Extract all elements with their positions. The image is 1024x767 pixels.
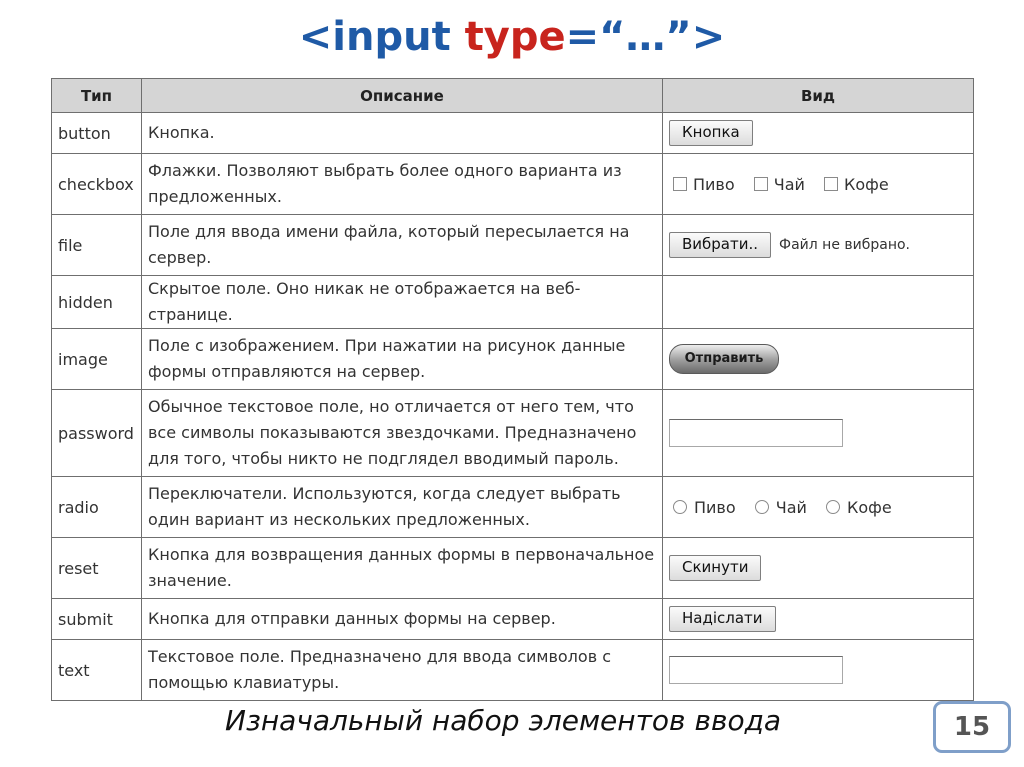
type-cell: file bbox=[52, 215, 142, 276]
type-cell: button bbox=[52, 113, 142, 154]
slide-title bbox=[0, 14, 1024, 60]
view-cell bbox=[663, 113, 974, 154]
radio-tea[interactable] bbox=[755, 500, 769, 514]
type-cell: hidden bbox=[52, 276, 142, 329]
table-row-image bbox=[52, 329, 974, 390]
table-row-reset bbox=[52, 538, 974, 599]
table-row-checkbox bbox=[52, 154, 974, 215]
description-cell: Текстовое поле. Предназначено для ввода символов с помощью клавиатуры. bbox=[142, 640, 663, 701]
view-cell bbox=[663, 276, 974, 329]
description-cell: Переключатели. Используются, когда следует выбрать один вариант из нескольких предложенных. bbox=[142, 477, 663, 538]
page-number: 15 bbox=[933, 701, 1011, 753]
radio-label: Чай bbox=[775, 497, 807, 517]
checkbox-coffee[interactable] bbox=[824, 177, 838, 191]
type-cell: submit bbox=[52, 599, 142, 640]
table-row-password bbox=[52, 390, 974, 477]
table-row-file bbox=[52, 215, 974, 276]
submit-button[interactable]: Надіслати bbox=[669, 606, 776, 632]
header-description: Описание bbox=[142, 79, 663, 113]
header-row bbox=[52, 79, 974, 113]
input-types-table bbox=[51, 78, 974, 701]
view-cell bbox=[663, 477, 974, 538]
radio-beer[interactable] bbox=[673, 500, 687, 514]
description-cell: Кнопка для отправки данных формы на сервер. bbox=[142, 599, 663, 640]
demo-button[interactable]: Кнопка bbox=[669, 120, 753, 146]
view-cell bbox=[663, 154, 974, 215]
title-value: =“…”> bbox=[565, 14, 726, 60]
reset-button[interactable]: Скинути bbox=[669, 555, 761, 581]
checkbox-label: Кофе bbox=[844, 174, 889, 194]
checkbox-tea[interactable] bbox=[754, 177, 768, 191]
table-row-text bbox=[52, 640, 974, 701]
file-status: Файл не вибрано. bbox=[779, 237, 910, 253]
type-cell: radio bbox=[52, 477, 142, 538]
title-attr: type bbox=[464, 14, 566, 60]
description-cell: Скрытое поле. Оно никак не отображается на веб-странице. bbox=[142, 276, 663, 329]
checkbox-label: Чай bbox=[773, 174, 805, 194]
type-cell: reset bbox=[52, 538, 142, 599]
view-cell bbox=[663, 215, 974, 276]
description-cell: Поле с изображением. При нажатии на рисунок данные формы отправляются на сервер. bbox=[142, 329, 663, 390]
table-row-radio bbox=[52, 477, 974, 538]
table-row-button bbox=[52, 113, 974, 154]
description-cell: Флажки. Позволяют выбрать более одного варианта из предложенных. bbox=[142, 154, 663, 215]
view-cell bbox=[663, 599, 974, 640]
table-row-submit bbox=[52, 599, 974, 640]
view-cell bbox=[663, 329, 974, 390]
file-choose-button[interactable]: Вибрати.. bbox=[669, 232, 771, 258]
type-cell: password bbox=[52, 390, 142, 477]
description-cell: Кнопка. bbox=[142, 113, 663, 154]
image-submit-button[interactable]: Отправить bbox=[669, 344, 779, 374]
view-cell bbox=[663, 390, 974, 477]
description-cell: Обычное текстовое поле, но отличается от него тем, что все символы показываются звездочками. Предназначено для того, чтобы никто не подглядел вводимый пароль. bbox=[142, 390, 663, 477]
description-cell: Кнопка для возвращения данных формы в первоначальное значение. bbox=[142, 538, 663, 599]
type-cell: text bbox=[52, 640, 142, 701]
view-cell bbox=[663, 640, 974, 701]
header-view: Вид bbox=[663, 79, 974, 113]
radio-label: Пиво bbox=[694, 497, 736, 517]
type-cell: image bbox=[52, 329, 142, 390]
checkbox-label: Пиво bbox=[693, 174, 735, 194]
checkbox-beer[interactable] bbox=[673, 177, 687, 191]
view-cell bbox=[663, 538, 974, 599]
header-type: Тип bbox=[52, 79, 142, 113]
table-row-hidden bbox=[52, 276, 974, 329]
radio-label: Кофе bbox=[847, 497, 892, 517]
radio-coffee[interactable] bbox=[826, 500, 840, 514]
text-field[interactable] bbox=[669, 656, 843, 684]
description-cell: Поле для ввода имени файла, который пересылается на сервер. bbox=[142, 215, 663, 276]
title-tag: <input bbox=[298, 14, 465, 60]
slide-footer-caption: Изначальный набор элементов ввода bbox=[225, 704, 782, 737]
password-field[interactable] bbox=[669, 419, 843, 447]
type-cell: checkbox bbox=[52, 154, 142, 215]
